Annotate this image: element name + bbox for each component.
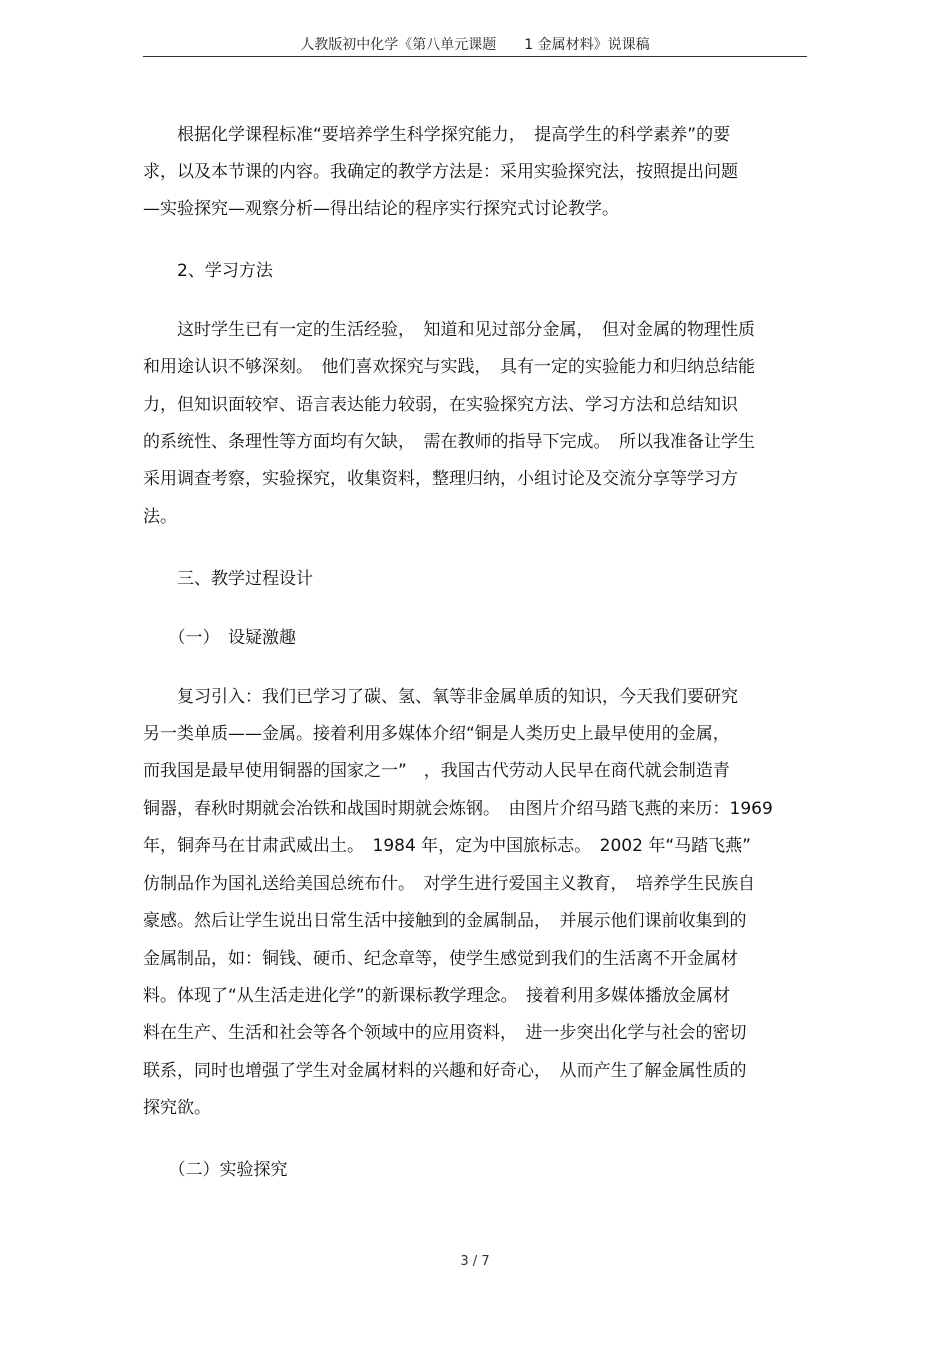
paragraph-line: 的系统性、条理性等方面均有欠缺， 需在教师的指导下完成。 所以我准备让学生 <box>143 432 755 452</box>
paragraph-line: 料在生产、生活和社会等各个领域中的应用资料， 进一步突出化学与社会的密切 <box>143 1023 747 1043</box>
paragraph-line: 年，铜奔马在甘肃武威出土。 1984 年，定为中国旅标志。 2002 年“马踏飞燕” <box>143 836 751 856</box>
paragraph-line: 探究欲。 <box>143 1098 211 1118</box>
paragraph-line: 这时学生已有一定的生活经验， 知道和见过部分金属， 但对金属的物理性质 <box>143 320 755 340</box>
paragraph-line: 金属制品，如：铜钱、硬币、纪念章等，使学生感觉到我们的生活离不开金属材 <box>143 949 738 969</box>
paragraph-line: —实验探究—观察分析—得出结论的程序实行探究式讨论教学。 <box>143 199 619 219</box>
paragraph-line: 力，但知识面较窄、语言表达能力较弱，在实验探究方法、学习方法和总结知识 <box>143 395 738 415</box>
paragraph-line: 根据化学课程标准“要培养学生科学探究能力， 提高学生的科学素养”的要 <box>143 125 731 145</box>
subsection-heading: （一） 设疑激趣 <box>143 628 296 648</box>
section-heading: 2、学习方法 <box>143 261 273 281</box>
paragraph-line: 豪感。然后让学生说出日常生活中接触到的金属制品， 并展示他们课前收集到的 <box>143 911 747 931</box>
subsection-heading: （二）实验探究 <box>143 1160 288 1180</box>
paragraph-line: 铜器，春秋时期就会冶铁和战国时期就会炼钢。 由图片介绍马踏飞燕的来历：1969 <box>143 799 773 819</box>
paragraph-line: 联系，同时也增强了学生对金属材料的兴趣和好奇心， 从而产生了解金属性质的 <box>143 1061 747 1081</box>
paragraph-line: 和用途认识不够深刻。 他们喜欢探究与实践， 具有一定的实验能力和归纳总结能 <box>143 357 755 377</box>
paragraph-line: 法。 <box>143 507 177 527</box>
paragraph-line: 而我国是最早使用铜器的国家之一” ，我国古代劳动人民早在商代就会制造青 <box>143 761 730 781</box>
paragraph-line: 求，以及本节课的内容。我确定的教学方法是：采用实验探究法，按照提出问题 <box>143 162 738 182</box>
section-heading: 三、教学过程设计 <box>143 569 313 589</box>
paragraph-line: 料。体现了“从生活走进化学”的新课标教学理念。 接着利用多媒体播放金属材 <box>143 986 731 1006</box>
paragraph-line: 仿制品作为国礼送给美国总统布什。 对学生进行爱国主义教育， 培养学生民族自 <box>143 874 755 894</box>
paragraph-line: 采用调查考察，实验探究，收集资料，整理归纳，小组讨论及交流分享等学习方 <box>143 469 738 489</box>
paragraph-line: 复习引入：我们已学习了碳、氢、氧等非金属单质的知识，今天我们要研究 <box>143 687 738 707</box>
page-header: 人教版初中化学《第八单元课题 1 金属材料》说课稿 <box>300 37 650 53</box>
paragraph-line: 另一类单质——金属。接着利用多媒体介绍“铜是人类历史上最早使用的金属， <box>143 724 730 744</box>
header-divider <box>143 56 807 57</box>
page-number: 3 / 7 <box>460 1254 490 1269</box>
